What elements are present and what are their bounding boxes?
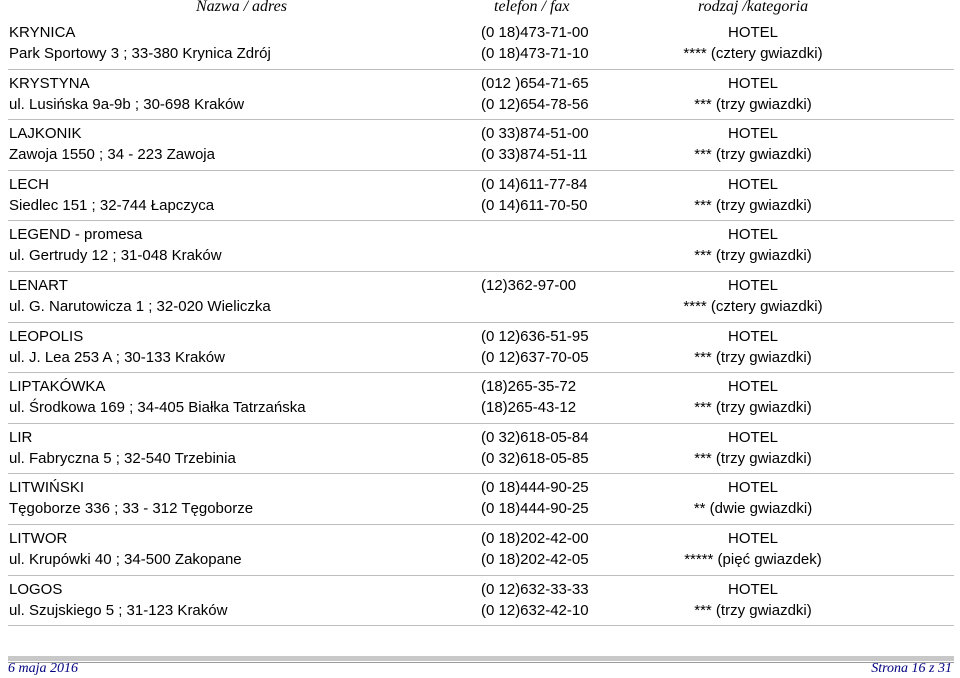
hotel-address: ul. Lusińska 9a-9b ; 30-698 Kraków bbox=[9, 95, 245, 113]
hotel-address: ul. G. Narutowicza 1 ; 32-020 Wieliczka bbox=[9, 297, 271, 315]
hotel-name: LITWIŃSKI bbox=[9, 479, 85, 497]
hotel-category: *** (trzy gwiazdki) bbox=[694, 601, 812, 619]
footer-page-number: Strona 16 z 31 bbox=[871, 661, 952, 676]
hotel-phone: (0 18)473-71-00 bbox=[481, 24, 589, 41]
hotel-entry bbox=[0, 222, 960, 273]
hotel-address: ul. Krupówki 40 ; 34-500 Zakopane bbox=[9, 550, 242, 568]
hotel-name: LECH bbox=[9, 175, 50, 193]
hotel-type: HOTEL bbox=[727, 529, 778, 547]
hotel-phone: (0 12)632-33-33 bbox=[481, 580, 589, 598]
hotel-name: LOGOS bbox=[9, 580, 63, 598]
hotel-address: ul. Gertrudy 12 ; 31-048 Kraków bbox=[9, 247, 222, 265]
hotel-phone: (12)362-97-00 bbox=[481, 276, 577, 294]
hotel-entry bbox=[0, 172, 960, 223]
hotel-address: Zawoja 1550 ; 34 - 223 Zawoja bbox=[9, 146, 215, 164]
hotel-address: ul. Szujskiego 5 ; 31-123 Kraków bbox=[9, 601, 228, 619]
hotel-entry bbox=[0, 121, 960, 172]
hotel-fax: (18)265-43-12 bbox=[481, 399, 577, 417]
hotel-fax: (0 32)618-05-85 bbox=[481, 449, 589, 467]
header-name-address: Nazwa / adres bbox=[196, 0, 287, 15]
hotel-fax: (0 18)202-42-05 bbox=[481, 550, 589, 568]
hotel-phone: (18)265-35-72 bbox=[481, 378, 577, 396]
hotel-phone: (0 14)611-77-84 bbox=[481, 175, 588, 193]
footer-divider bbox=[8, 656, 954, 661]
hotel-address: Tęgoborze 336 ; 33 - 312 Tęgoborze bbox=[9, 500, 254, 518]
hotel-fax: (0 18)444-90-25 bbox=[481, 500, 589, 518]
hotel-name: KRYSTYNA bbox=[9, 74, 90, 92]
hotel-fax: (0 12)654-78-56 bbox=[481, 95, 589, 113]
hotel-name: LITWOR bbox=[9, 529, 68, 547]
hotel-type: HOTEL bbox=[727, 24, 778, 41]
hotel-list bbox=[0, 20, 960, 627]
hotel-phone: (0 12)636-51-95 bbox=[481, 327, 589, 345]
hotel-fax: (0 18)473-71-10 bbox=[481, 45, 589, 62]
hotel-type: HOTEL bbox=[727, 276, 778, 294]
hotel-phone: (0 18)444-90-25 bbox=[481, 479, 589, 497]
hotel-type: HOTEL bbox=[727, 74, 778, 92]
hotel-type: HOTEL bbox=[727, 479, 778, 497]
hotel-name: LIR bbox=[9, 428, 33, 446]
hotel-category: *** (trzy gwiazdki) bbox=[694, 247, 812, 265]
hotel-address: Park Sportowy 3 ; 33-380 Krynica Zdrój bbox=[9, 45, 271, 62]
hotel-type: HOTEL bbox=[727, 175, 778, 193]
hotel-phone: (0 33)874-51-00 bbox=[481, 125, 589, 143]
hotel-category: *** (trzy gwiazdki) bbox=[694, 146, 812, 164]
header-phone-fax: telefon / fax bbox=[494, 0, 570, 15]
header-type-category: rodzaj /kategoria bbox=[698, 0, 809, 15]
hotel-entry bbox=[0, 475, 960, 526]
hotel-category: ***** (pięć gwiazdek) bbox=[684, 550, 822, 568]
hotel-name: LAJKONIK bbox=[9, 125, 82, 143]
hotel-entry bbox=[0, 71, 960, 122]
column-header bbox=[0, 0, 960, 18]
hotel-type: HOTEL bbox=[727, 428, 778, 446]
hotel-phone: (0 32)618-05-84 bbox=[481, 428, 589, 446]
hotel-type: HOTEL bbox=[727, 378, 778, 396]
hotel-address: Siedlec 151 ; 32-744 Łapczyca bbox=[9, 196, 215, 214]
hotel-address: ul. Środkowa 169 ; 34-405 Białka Tatrzańska bbox=[9, 399, 306, 417]
hotel-fax: (0 12)637-70-05 bbox=[481, 348, 589, 366]
hotel-name: LEGEND - promesa bbox=[9, 226, 143, 244]
hotel-category: *** (trzy gwiazdki) bbox=[694, 449, 812, 467]
hotel-category: *** (trzy gwiazdki) bbox=[694, 399, 812, 417]
hotel-entry bbox=[0, 20, 960, 71]
hotel-type: HOTEL bbox=[727, 125, 778, 143]
hotel-name: LEOPOLIS bbox=[9, 327, 84, 345]
hotel-category: *** (trzy gwiazdki) bbox=[694, 196, 812, 214]
hotel-phone: (012 )654-71-65 bbox=[481, 74, 589, 92]
hotel-category: **** (cztery gwiazdki) bbox=[683, 297, 823, 315]
hotel-entry bbox=[0, 273, 960, 324]
hotel-entry bbox=[0, 324, 960, 375]
hotel-category: *** (trzy gwiazdki) bbox=[694, 348, 812, 366]
hotel-entry bbox=[0, 577, 960, 628]
hotel-name: LENART bbox=[9, 276, 68, 294]
hotel-address: ul. Fabryczna 5 ; 32-540 Trzebinia bbox=[9, 449, 236, 467]
hotel-name: LIPTAKÓWKA bbox=[9, 378, 106, 396]
hotel-fax: (0 12)632-42-10 bbox=[481, 601, 589, 619]
hotel-name: KRYNICA bbox=[9, 24, 76, 41]
hotel-type: HOTEL bbox=[727, 327, 778, 345]
hotel-phone: (0 18)202-42-00 bbox=[481, 529, 589, 547]
hotel-fax: (0 14)611-70-50 bbox=[481, 196, 588, 214]
footer-date: 6 maja 2016 bbox=[8, 661, 78, 676]
hotel-fax: (0 33)874-51-11 bbox=[481, 146, 588, 164]
hotel-entry bbox=[0, 526, 960, 577]
hotel-category: **** (cztery gwiazdki) bbox=[683, 45, 823, 62]
hotel-type: HOTEL bbox=[727, 226, 778, 244]
hotel-category: *** (trzy gwiazdki) bbox=[694, 95, 812, 113]
hotel-category: ** (dwie gwiazdki) bbox=[693, 500, 813, 518]
footer-divider-thin bbox=[8, 662, 954, 663]
hotel-entry bbox=[0, 425, 960, 476]
hotel-address: ul. J. Lea 253 A ; 30-133 Kraków bbox=[9, 348, 225, 366]
hotel-type: HOTEL bbox=[727, 580, 778, 598]
hotel-entry bbox=[0, 374, 960, 425]
